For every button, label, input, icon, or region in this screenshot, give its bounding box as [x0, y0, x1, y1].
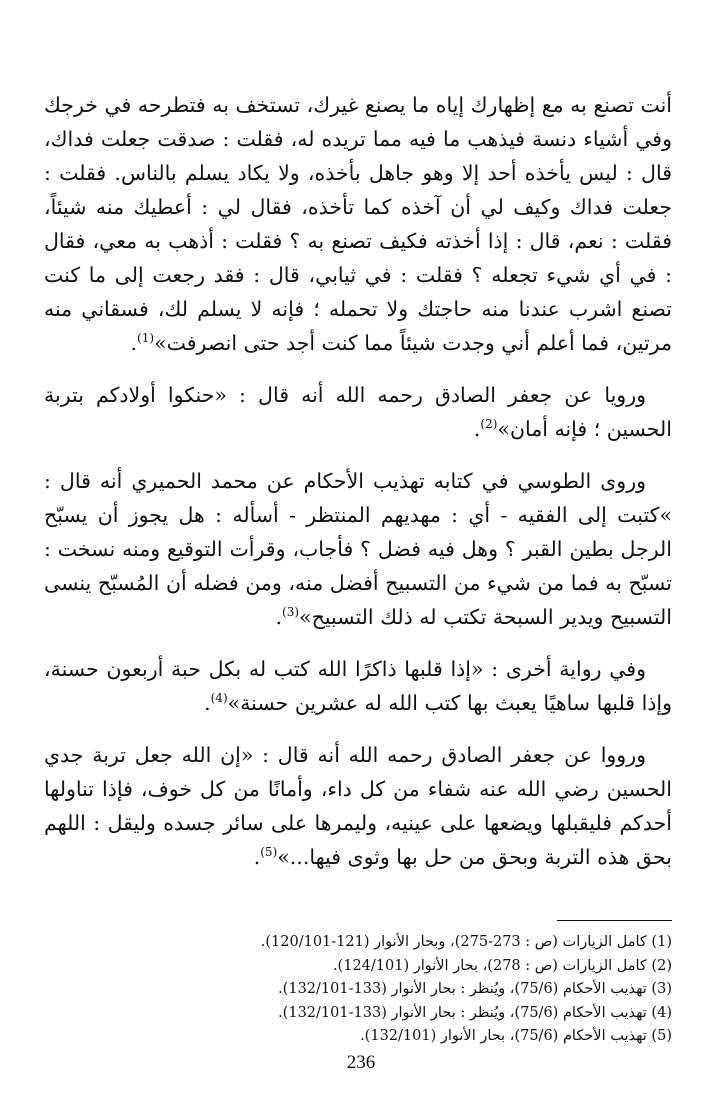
paragraph-1 [44, 88, 672, 360]
page-number: 236 [346, 1052, 376, 1073]
paragraph-3 [44, 464, 672, 634]
paragraph-end: . [473, 417, 481, 441]
paragraph-4 [44, 652, 672, 720]
footnote-ref-2: (2) [480, 417, 498, 432]
paragraph-text: ورويا عن جعفر الصادق رحمه الله أنه قال : «حنكوا أولادكم بتربة الحسين ؛ فإنه أمان» [44, 383, 672, 441]
footnote-1: (1) كامل الزيارات (ص : 273-275)، وبحار الأنوار (121-120/101). [260, 934, 672, 950]
paragraph-text: وروى الطوسي في كتابه تهذيب الأحكام عن محمد الحميري أنه قال : »كتبت إلى الفقيه - أي : مهديهم المنتظر - أسأله : هل يجوز أن يسبّح الرجل بطين القبر ؟ وهل فيه فضل ؟ فأجاب، وقرأت التوقيع ومنه نسخت : تسبّح به فما من شيء من التسبيح أفضل منه، ومن فضله أن المُسبّح ينسى التسبيح ويدير السبحة تكتب له ذلك التسبيح» [44, 469, 672, 629]
footnote-ref-4: (4) [210, 691, 228, 706]
paragraph-2 [44, 378, 672, 446]
footnotes [44, 931, 672, 1049]
paragraph-end: . [275, 605, 283, 629]
paragraph-5 [44, 738, 672, 874]
footnote-divider [557, 920, 672, 921]
paragraph-end: . [253, 845, 261, 869]
footnote-3: (3) تهذيب الأحكام (75/6)، ويُنظر : بحار الأنوار (133-132/101). [278, 981, 672, 997]
paragraph-text: ورووا عن جعفر الصادق رحمه الله أنه قال : «إن الله جعل تربة جدي الحسين رضي الله عنه شفاء من كل داء، وأمانًا من كل خوف، فإذا تناولها أحدكم فليقبلها ويضعها على عينيه، وليمرها على سائر جسده وليقل : اللهم بحق هذه التربة وبحق من حل بها وثوى فيها...» [44, 743, 672, 869]
paragraph-text: أنت تصنع به مع إظهارك إياه ما يصنع غيرك، تستخف به فتطرحه في خرجك وفي أشياء دنسة فيذهب ما فيه مما تريده له، فقلت : صدقت جعلت فداك، قال : ليس يأخذه أحد إلا وهو جاهل بأخذه، ولا يكاد يسلم بالناس. فقلت : جعلت فداك وكيف لي أن آخذه كما تأخذه، فقال لي : أعطيك منه شيئاً، فقلت : نعم، قال : إذا أخذته فكيف تصنع به ؟ فقلت : أذهب به معي، فقال : في أي شيء تجعله ؟ فقلت : في ثيابي، قال : فقد رجعت إلى ما كنت تصنع اشرب عندنا منه حاجتك ولا تحمله ؛ فإنه لا يسلم لك، فسقاني منه مرتين، فما أعلم أني وجدت شيئاً مما كنت أجد حتى انصرفت» [44, 93, 672, 355]
footnote-5: (5) تهذيب الأحكام (75/6)، بحار الأنوار (132/101). [360, 1028, 672, 1044]
footnote-ref-5: (5) [260, 845, 278, 860]
footnote-ref-3: (3) [282, 605, 300, 620]
body-text [44, 88, 672, 874]
paragraph-text: وفي رواية أخرى : «إذا قلبها ذاكرًا الله كتب له بكل حبة أربعون حسنة، وإذا قلبها ساهيًا يعبث بها كتب الله له عشرين حسنة» [44, 657, 672, 715]
footnote-4: (4) تهذيب الأحكام (75/6)، ويُنظر : بحار الأنوار (133-132/101). [278, 1004, 672, 1021]
footnote-2: (2) كامل الزيارات (ص : 278)، بحار الأنوار (124/101). [332, 957, 672, 974]
footnote-ref-1: (1) [137, 331, 155, 346]
paragraph-end: . [130, 331, 138, 355]
paragraph-end: . [204, 691, 211, 715]
